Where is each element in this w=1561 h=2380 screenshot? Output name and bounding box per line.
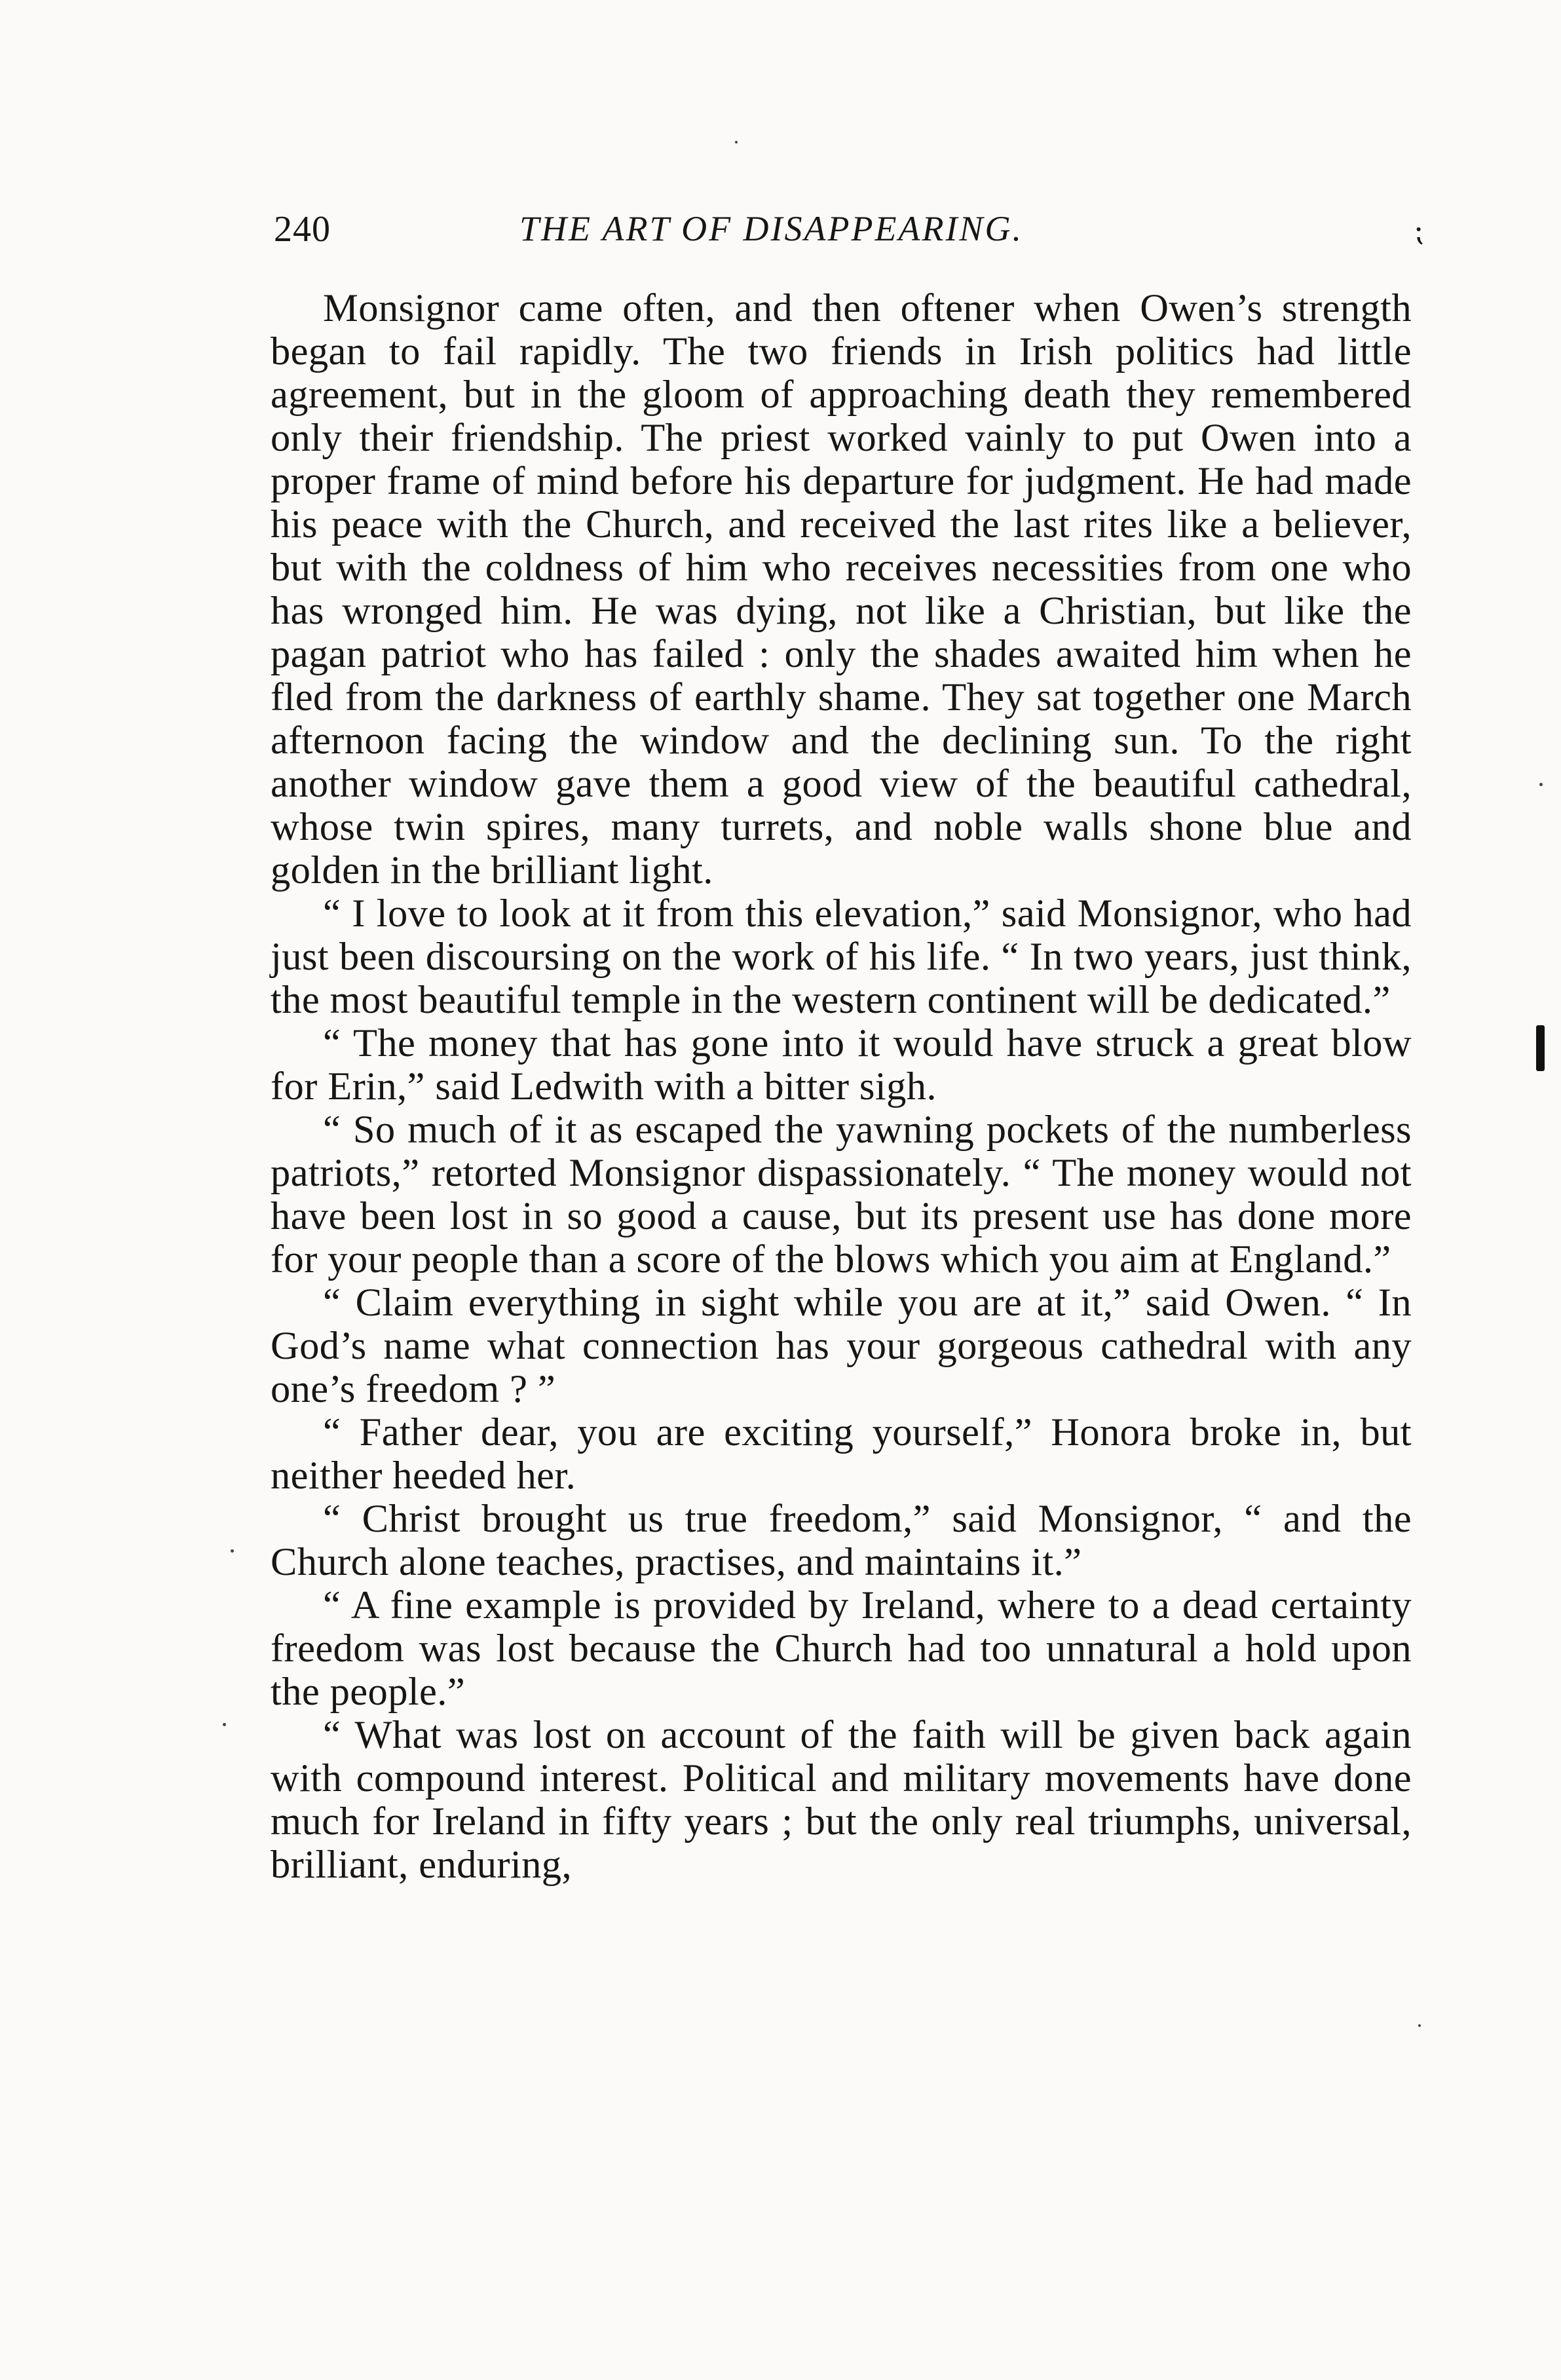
paragraph: “ A fine example is provided by Ireland, where to a dead certainty freedom was lost because the Church had too unnatural a hold upon the people.” bbox=[271, 1583, 1412, 1714]
margin-ink-mark bbox=[1536, 1025, 1545, 1071]
paragraph: “ I love to look at it from this elevation,” said Monsignor, who had just been discoursing on the work of his life. “ In two years, just think, the most beautiful temple in the western continent will be dedicated.” bbox=[271, 892, 1412, 1022]
paper-speck bbox=[735, 141, 738, 143]
paper-speck bbox=[1539, 783, 1543, 786]
page-number: 240 bbox=[274, 209, 331, 250]
paragraph: “ What was lost on account of the faith will be given back again with compound interest. Political and military movements have done much for Ireland in fifty years ; but the only real triumphs, universal, brilliant, enduring, bbox=[271, 1713, 1412, 1887]
body-text bbox=[271, 287, 1412, 1887]
running-head: THE ART OF DISAPPEARING. bbox=[519, 209, 1023, 248]
paper-speck bbox=[1418, 2024, 1421, 2027]
paragraph: “ Claim everything in sight while you are at it,” said Owen. “ In God’s name what connection has your gorgeous cathedral with any one’s freedom ? ” bbox=[271, 1281, 1412, 1411]
paragraph: “ Christ brought us true freedom,” said Monsignor, “ and the Church alone teaches, practises, and maintains it.” bbox=[271, 1497, 1412, 1584]
paragraph: Monsignor came often, and then oftener when Owen’s strength began to fail rapidly. The two friends in Irish politics had little agreement, but in the gloom of approaching death they remembered only their friendship. The priest worked vainly to put Owen into a proper frame of mind before his departure for judgment. He had made his peace with the Church, and received the last rites like a believer, but with the coldness of him who receives necessities from one who has wronged him. He was dying, not like a Christian, but like the pagan patriot who has failed : only the shades awaited him when he fled from the darkness of earthly shame. They sat together one March afternoon facing the window and the declining sun. To the right another window gave them a good view of the beautiful cathedral, whose twin spires, many turrets, and noble walls shone blue and golden in the brilliant light. bbox=[271, 286, 1412, 892]
paragraph: “ The money that has gone into it would have struck a great blow for Erin,” said Ledwith with a bitter sigh. bbox=[271, 1021, 1412, 1108]
corner-mark: ⁏ bbox=[1414, 214, 1424, 247]
paragraph: “ So much of it as escaped the yawning pockets of the numberless patriots,” retorted Monsignor dispassionately. “ The money would not have been lost in so good a cause, but its present use has done more for your people than a score of the blows which you aim at England.” bbox=[271, 1108, 1412, 1281]
page-header bbox=[274, 208, 1427, 267]
paragraph: “ Father dear, you are exciting yourself,” Honora broke in, but neither heeded her. bbox=[271, 1410, 1412, 1498]
paper-speck bbox=[223, 1723, 226, 1726]
paper-speck bbox=[231, 1549, 234, 1553]
